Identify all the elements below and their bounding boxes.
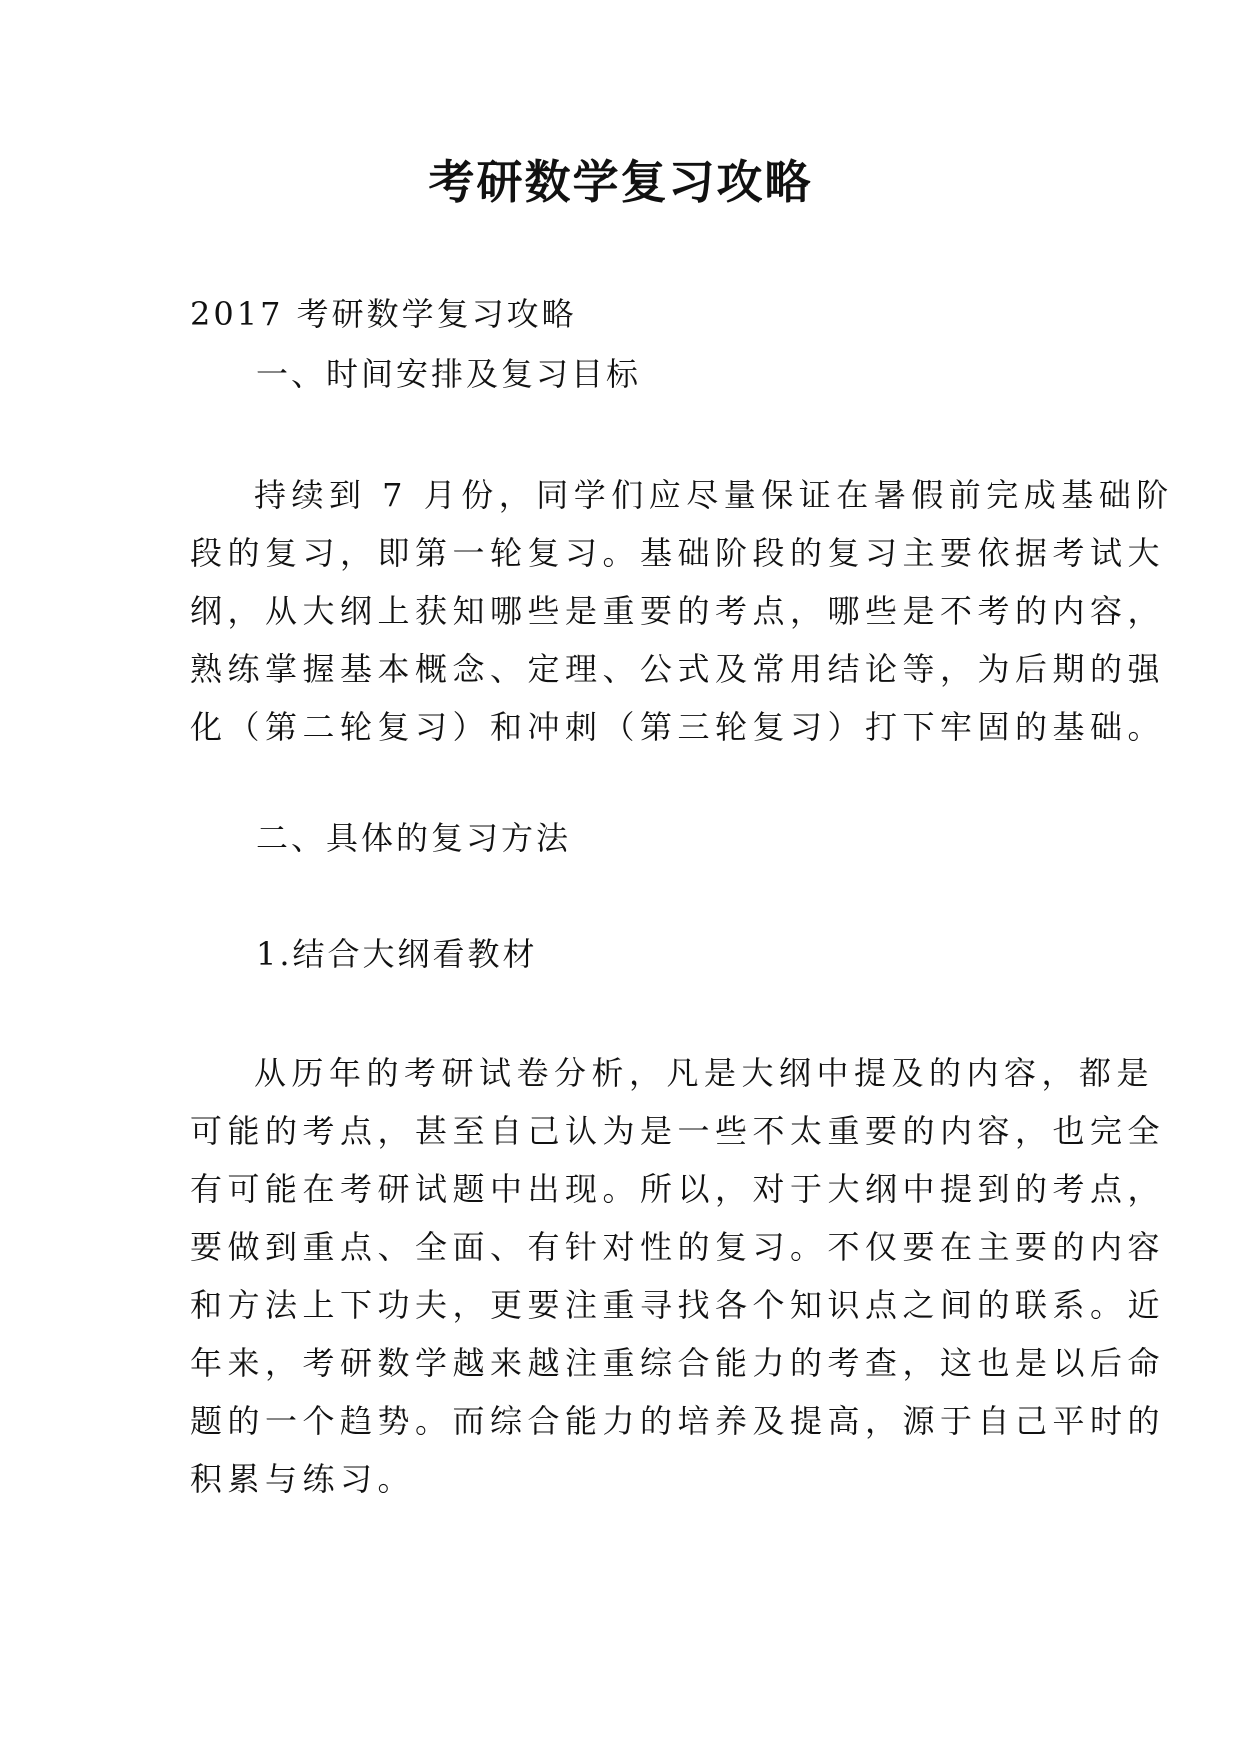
paragraph-line: 持续到 7 月份，同学们应尽量保证在暑假前完成基础阶: [254, 476, 1174, 514]
document-title: 考研数学复习攻略: [428, 155, 813, 209]
paragraph-line: 可能的考点，甚至自己认为是一些不太重要的内容，也完全: [190, 1112, 1166, 1150]
paragraph-syllabus: [190, 1044, 1166, 1508]
paragraph-line: 从历年的考研试卷分析，凡是大纲中提及的内容，都是: [254, 1054, 1155, 1092]
section-heading-methods: 二、具体的复习方法: [256, 819, 572, 857]
paragraph-line: 和方法上下功夫，更要注重寻找各个知识点之间的联系。近: [190, 1286, 1166, 1324]
paragraph-line: 化（第二轮复习）和冲刺（第三轮复习）打下牢固的基础。: [190, 708, 1166, 746]
paragraph-line: 纲，从大纲上获知哪些是重要的考点，哪些是不考的内容，: [190, 592, 1166, 630]
paragraph-line: 年来，考研数学越来越注重综合能力的考查，这也是以后命: [190, 1344, 1166, 1382]
paragraph-line: 要做到重点、全面、有针对性的复习。不仅要在主要的内容: [190, 1228, 1166, 1266]
paragraph-line: 熟练掌握基本概念、定理、公式及常用结论等，为后期的强: [190, 650, 1166, 688]
paragraph-line: 题的一个趋势。而综合能力的培养及提高，源于自己平时的: [190, 1402, 1166, 1440]
document-subtitle: 2017 考研数学复习攻略: [190, 295, 577, 333]
paragraph-line: 段的复习，即第一轮复习。基础阶段的复习主要依据考试大: [190, 534, 1166, 572]
paragraph-line: 积累与练习。: [190, 1460, 416, 1498]
paragraph-line: 有可能在考研试题中出现。所以，对于大纲中提到的考点，: [190, 1170, 1166, 1208]
paragraph-schedule: [190, 466, 1174, 756]
subsection-heading-syllabus: 1.结合大纲看教材: [256, 935, 538, 973]
section-heading-schedule: 一、时间安排及复习目标: [256, 355, 642, 393]
